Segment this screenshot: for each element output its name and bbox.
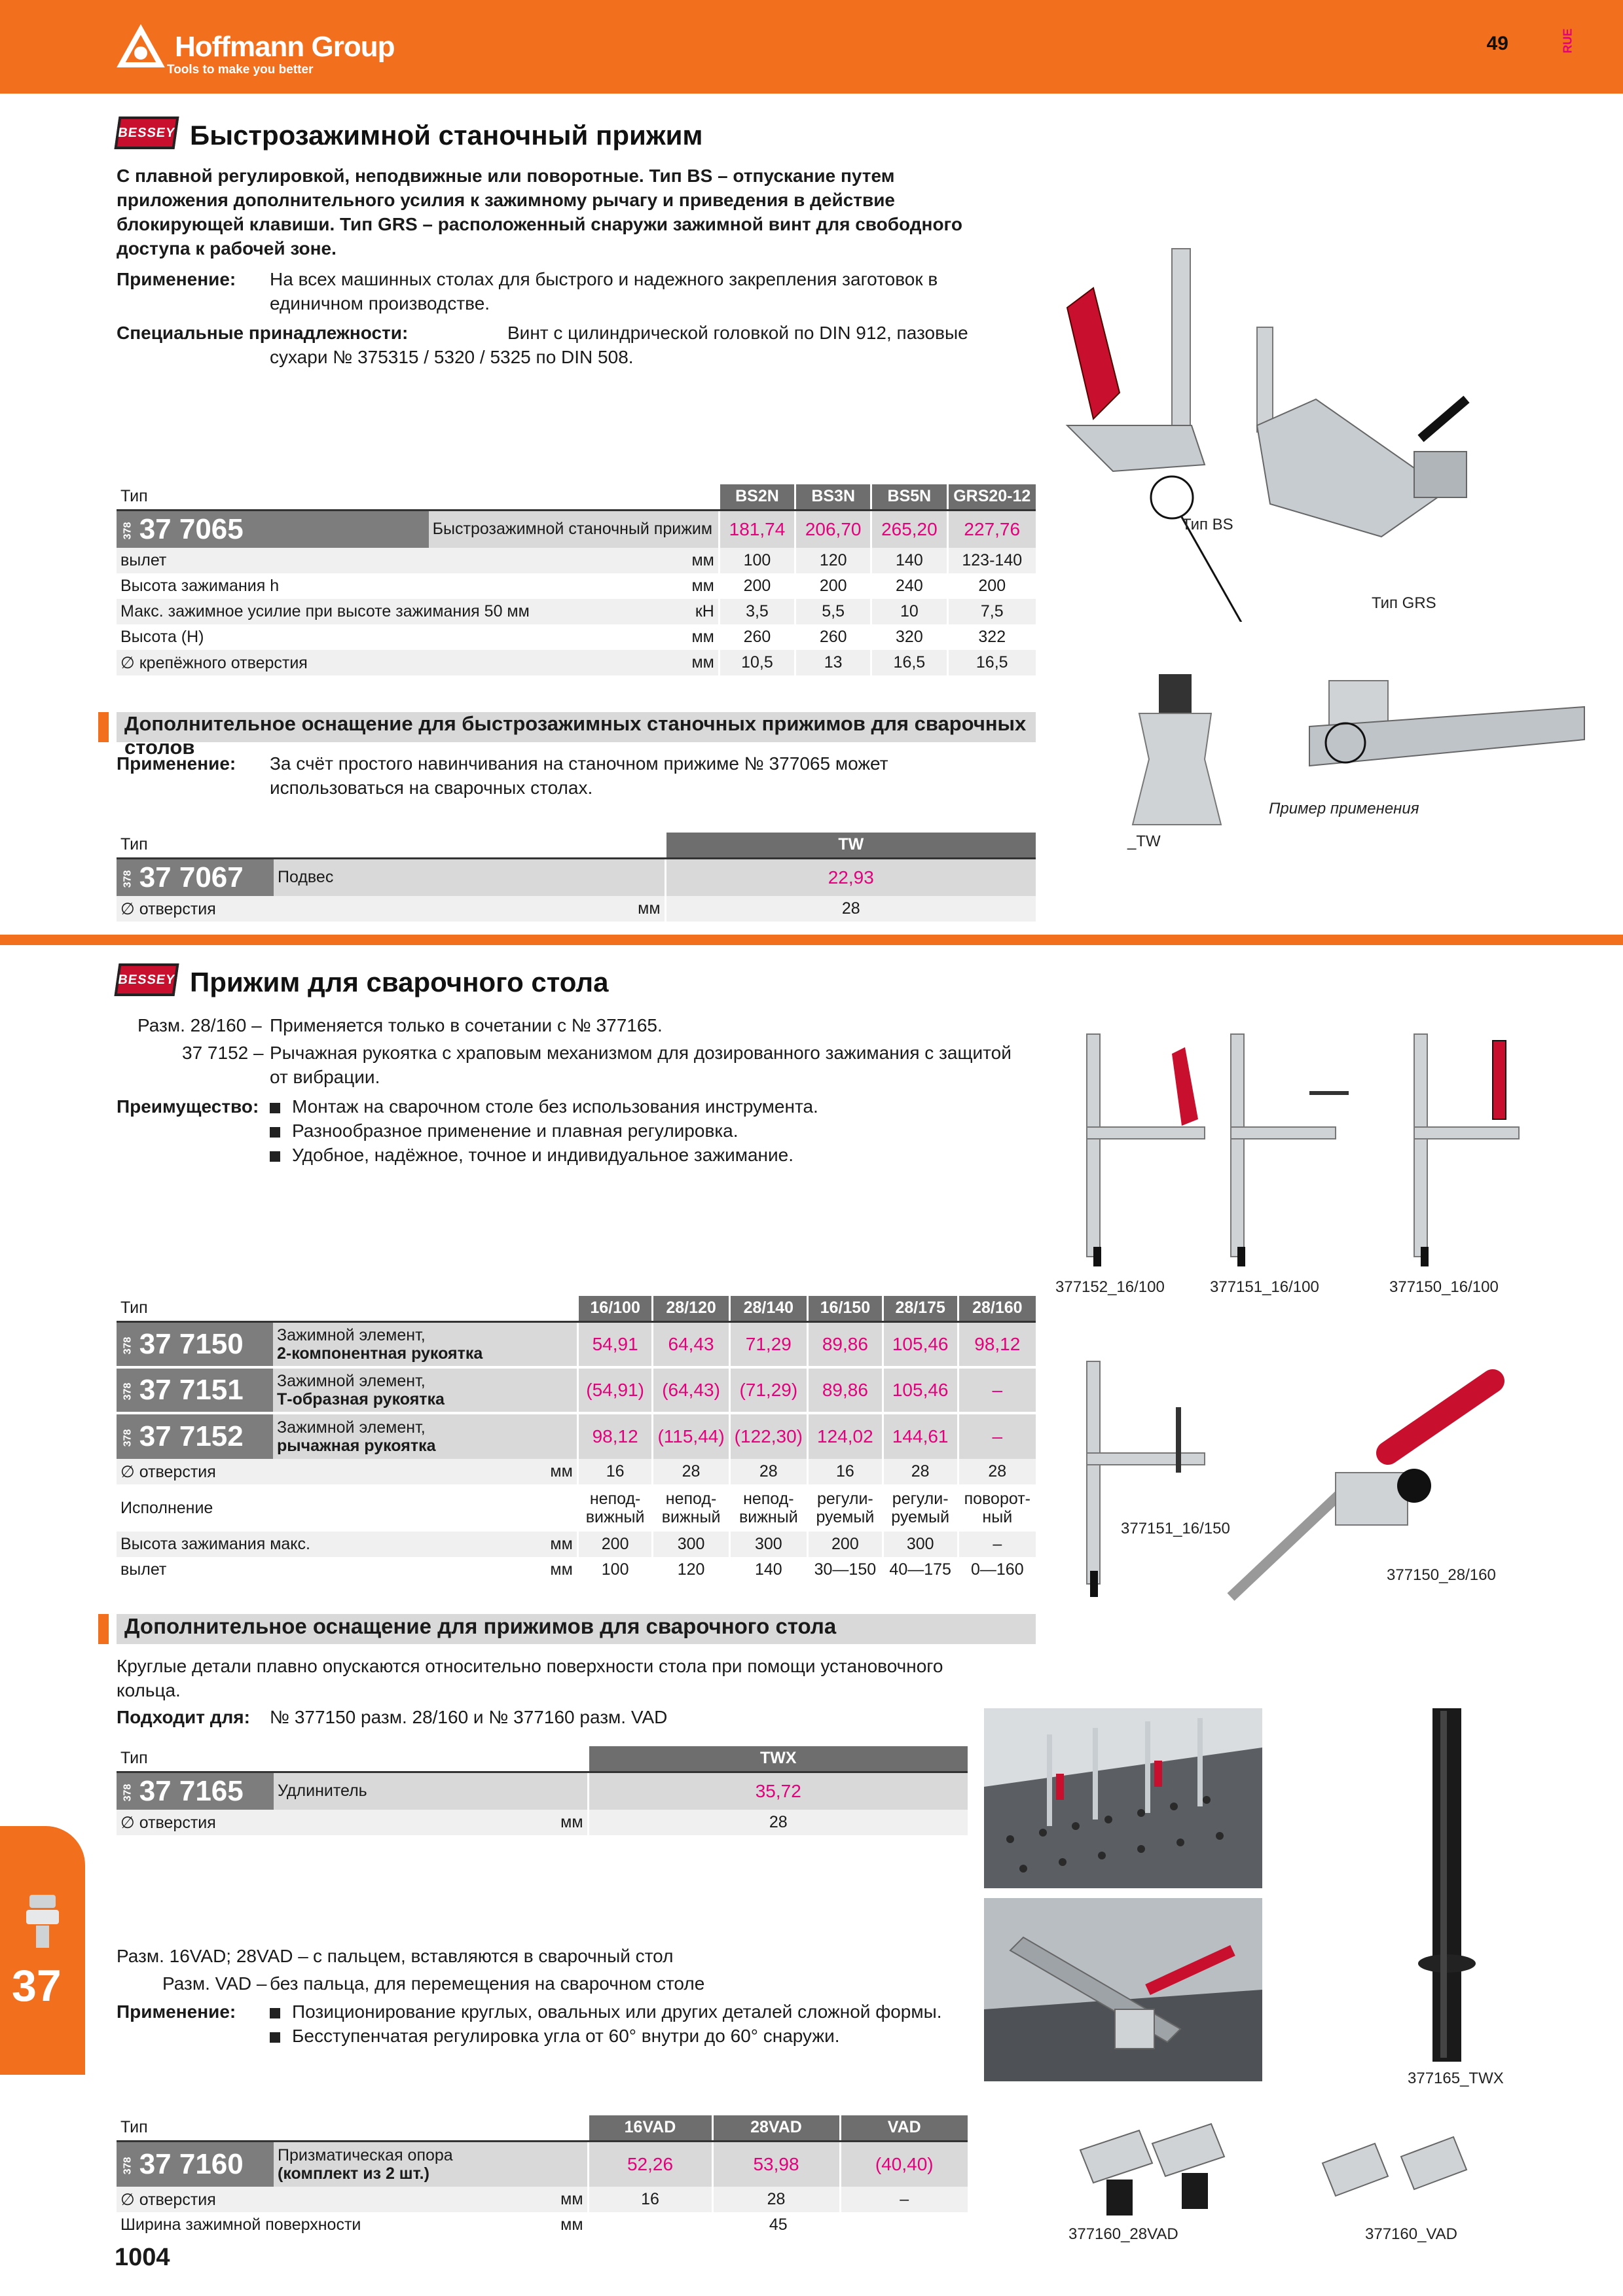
- size-text: Применяется только в сочетании с № 377165.: [270, 1015, 663, 1035]
- type-header: Тип: [117, 484, 719, 510]
- intro-text: Круглые детали плавно опускаются относительно поверхности стола при помощи установочного кольца.: [117, 1656, 943, 1700]
- size2-text: без пальца, для перемещения на сварочном столе: [270, 1973, 705, 1994]
- price: –: [958, 1367, 1036, 1413]
- col-header: 28/120: [653, 1296, 729, 1321]
- col-header: 28/175: [883, 1296, 958, 1321]
- label-377150-16-100: 377150_16/100: [1389, 1278, 1499, 1296]
- chapter-tab: [0, 1826, 85, 2075]
- article-number: 378 37 7152: [117, 1413, 273, 1459]
- hoffmann-logo-icon: [115, 24, 167, 70]
- table-row: Макс. зажимное усилие при высоте зажимания 50 мм кН 3,5 5,5 10 7,5: [117, 599, 1036, 624]
- accessories-text-1: Винт с цилиндрической головкой по DIN 912, пазовые: [507, 323, 968, 343]
- subsection-heading: Дополнительное оснащение для быстрозажимных станочных прижимов для сварочных столов: [117, 712, 1036, 742]
- label-type-grs: Тип GRS: [1372, 594, 1436, 612]
- section-title: Быстрозажимной станочный прижим: [190, 120, 703, 151]
- extension-twx-image: [1408, 1702, 1486, 2068]
- welding-clamps-image: [1048, 1028, 1545, 1270]
- lever-text: Рычажная рукоятка с храповым механизмом для дозированного зажимания с защитой от вибрации.: [270, 1043, 1012, 1087]
- price: (71,29): [729, 1367, 807, 1413]
- chapter-number: 37: [12, 1961, 62, 2011]
- price: 124,02: [807, 1413, 883, 1459]
- application-text: За счёт простого навинчивания на станочном прижиме № 377065 может использоваться на сварочных столах.: [270, 753, 888, 798]
- label-377151-16-150: 377151_16/150: [1121, 1520, 1230, 1537]
- price: (64,43): [653, 1367, 729, 1413]
- type-header: Тип: [117, 2115, 588, 2141]
- label-type-bs: Тип BS: [1182, 516, 1233, 533]
- table-377165: [117, 1746, 968, 1835]
- fits-text: № 377150 разм. 28/160 и № 377160 разм. VAD: [270, 1707, 668, 1727]
- heading-accent: [98, 1614, 109, 1644]
- price: 89,86: [807, 1321, 883, 1367]
- label-377160-28vad: 377160_28VAD: [1068, 2225, 1178, 2243]
- table-377160: [117, 2115, 968, 2238]
- page-number-bottom: 1004: [115, 2244, 170, 2271]
- application-label: Применение:: [117, 269, 236, 289]
- label-application-example: Пример применения: [1269, 800, 1419, 817]
- table-row: ∅ отверстия мм 16 28 –: [117, 2187, 968, 2212]
- article-desc: Призматическая опора (комплект из 2 шт.): [274, 2141, 588, 2187]
- advantage-label: Преимущество:: [117, 1096, 259, 1117]
- section-title: Прижим для сварочного стола: [190, 967, 609, 997]
- price: (54,91): [577, 1367, 653, 1413]
- table-row: ∅ отверстия мм 16 28 28 16 28 28: [117, 1459, 1036, 1484]
- article-desc: Подвес: [274, 858, 665, 896]
- section-intro: С плавной регулировкой, неподвижные или поворотные. Тип BS – отпускание путем приложения дополнительного усилия к зажимному рычагу и приведения в действие блокирующей клавиши. Тип GRS – расположенный снаружи зажимной винт для свободного доступа к рабочей зоне.: [117, 166, 962, 259]
- application-list: [270, 2000, 942, 2048]
- price: 181,74: [719, 510, 795, 548]
- table-row: Высота зажимания h мм 200 200 240 200: [117, 573, 1036, 599]
- type-header: Тип: [117, 1296, 577, 1321]
- price: 98,12: [577, 1413, 653, 1459]
- application-label: Применение:: [117, 753, 236, 774]
- price: 54,91: [577, 1321, 653, 1367]
- price: 52,26: [588, 2141, 712, 2187]
- list-item: Бесступенчатая регулировка угла от 60° внутри до 60° снаружи.: [270, 2024, 942, 2048]
- size1-text: с пальцем, вставляются в сварочный стол: [313, 1946, 674, 1966]
- col-header: 16VAD: [588, 2115, 712, 2141]
- article-desc: Зажимной элемент, 2-компонентная рукоятка: [273, 1321, 577, 1367]
- price: 265,20: [871, 510, 947, 548]
- list-item: Разнообразное применение и плавная регулировка.: [270, 1119, 818, 1143]
- list-item: Позиционирование круглых, овальных или других деталей сложной формы.: [270, 2000, 942, 2024]
- col-header: TW: [665, 833, 1036, 858]
- price: 206,70: [795, 510, 871, 548]
- price: 53,98: [712, 2141, 840, 2187]
- col-header: 16/150: [807, 1296, 883, 1321]
- price: 22,93: [665, 858, 1036, 896]
- table-377067: [117, 833, 1036, 922]
- table-row: вылет мм 100 120 140 30—150 40—175 0—160: [117, 1557, 1036, 1583]
- lever-label: 37 7152 –: [182, 1043, 264, 1063]
- table-row: ∅ отверстия мм 28: [117, 896, 1036, 922]
- price: 64,43: [653, 1321, 729, 1367]
- article-desc: Удлинитель: [274, 1772, 588, 1810]
- welding-table-photo: [984, 1708, 1262, 1888]
- subsection-heading: Дополнительное оснащение для прижимов для сварочного стола: [117, 1614, 1036, 1644]
- article-number: 378 37 7151: [117, 1367, 273, 1413]
- price: –: [958, 1413, 1036, 1459]
- col-header: BS5N: [871, 484, 947, 510]
- label-377160-vad: 377160_VAD: [1365, 2225, 1457, 2243]
- article-desc: Зажимной элемент, Т-образная рукоятка: [273, 1367, 577, 1413]
- bessey-badge: BESSEY: [114, 117, 179, 149]
- price: 71,29: [729, 1321, 807, 1367]
- price: 35,72: [588, 1772, 968, 1810]
- price: 89,86: [807, 1367, 883, 1413]
- type-header: Тип: [117, 833, 665, 858]
- application-text: На всех машинных столах для быстрого и надежного закрепления заготовок в единичном производстве.: [270, 269, 938, 314]
- price: 98,12: [958, 1321, 1036, 1367]
- price: (40,40): [840, 2141, 968, 2187]
- label-tw: _TW: [1127, 833, 1161, 850]
- table-row: Ширина зажимной поверхности мм 45: [117, 2212, 968, 2238]
- article-number: 378 37 7065: [117, 510, 429, 548]
- clamp-icon: [20, 1892, 65, 1950]
- col-header: TWX: [588, 1746, 968, 1772]
- v-block-image: [1061, 2117, 1558, 2229]
- label-377165-twx: 377165_TWX: [1408, 2070, 1504, 2087]
- price: 144,61: [883, 1413, 958, 1459]
- size1-label: Разм. 16VAD; 28VAD –: [117, 1946, 308, 1966]
- brand-tagline: Tools to make you better: [167, 63, 314, 77]
- accessories-label: Специальные принадлежности:: [117, 323, 409, 343]
- col-header: BS2N: [719, 484, 795, 510]
- heading-accent: [98, 712, 109, 742]
- col-header: 16/100: [577, 1296, 653, 1321]
- col-header: GRS20-12: [947, 484, 1036, 510]
- col-header: VAD: [840, 2115, 968, 2141]
- table-row: ∅ отверстия мм 28: [117, 1810, 968, 1835]
- article-number: 378 37 7160: [117, 2141, 274, 2187]
- accessories-text-2: сухари № 375315 / 5320 / 5325 по DIN 508.: [270, 347, 634, 367]
- table-row: Высота (H) мм 260 260 320 322: [117, 624, 1036, 650]
- list-item: Монтаж на сварочном столе без использования инструмента.: [270, 1094, 818, 1119]
- table-377065: [117, 484, 1036, 675]
- table-row: Исполнение непод- вижный непод- вижный непод- вижный регули- руемый регули- руемый поворот- ный: [117, 1484, 1036, 1532]
- list-item: Удобное, надёжное, точное и индивидуальное зажимание.: [270, 1143, 818, 1167]
- label-377152-16-100: 377152_16/100: [1055, 1278, 1165, 1296]
- table-377150: [117, 1296, 1036, 1583]
- price: (122,30): [729, 1413, 807, 1459]
- clamp-bs-grs-image: [1041, 229, 1539, 622]
- page-number-top: 49: [1486, 33, 1508, 54]
- article-number: 378 37 7067: [117, 858, 274, 896]
- price: 105,46: [883, 1367, 958, 1413]
- section-divider: [0, 935, 1623, 945]
- price: 227,76: [947, 510, 1036, 548]
- col-header: 28/160: [958, 1296, 1036, 1321]
- article-number: 378 37 7165: [117, 1772, 274, 1810]
- article-desc: Быстрозажимной станочный прижим: [429, 510, 720, 548]
- brand-name: Hoffmann Group: [175, 31, 395, 63]
- bessey-badge: BESSEY: [114, 963, 179, 996]
- col-header: BS3N: [795, 484, 871, 510]
- price: 105,46: [883, 1321, 958, 1367]
- welding-table-photo-2: [984, 1898, 1262, 2081]
- application-label: Применение:: [117, 2001, 236, 2022]
- advantage-list: [270, 1094, 818, 1167]
- type-header: Тип: [117, 1746, 588, 1772]
- size2-label: Разм. VAD –: [162, 1973, 267, 1994]
- table-row: вылет мм 100 120 140 123-140: [117, 548, 1036, 573]
- col-header: 28/140: [729, 1296, 807, 1321]
- fits-label: Подходит для:: [117, 1707, 250, 1727]
- language-code: RUE: [1561, 28, 1575, 54]
- table-row: Высота зажимания макс. мм 200 300 300 200 300 –: [117, 1532, 1036, 1557]
- label-377150-28-160: 377150_28/160: [1387, 1566, 1496, 1584]
- article-number: 378 37 7150: [117, 1321, 273, 1367]
- col-header: 28VAD: [712, 2115, 840, 2141]
- size-label: Разм. 28/160 –: [137, 1015, 262, 1035]
- article-desc: Зажимной элемент, рычажная рукоятка: [273, 1413, 577, 1459]
- label-377151-16-100: 377151_16/100: [1210, 1278, 1319, 1296]
- price: (115,44): [653, 1413, 729, 1459]
- table-row: ∅ крепёжного отверстия мм 10,5 13 16,5 16,5: [117, 650, 1036, 675]
